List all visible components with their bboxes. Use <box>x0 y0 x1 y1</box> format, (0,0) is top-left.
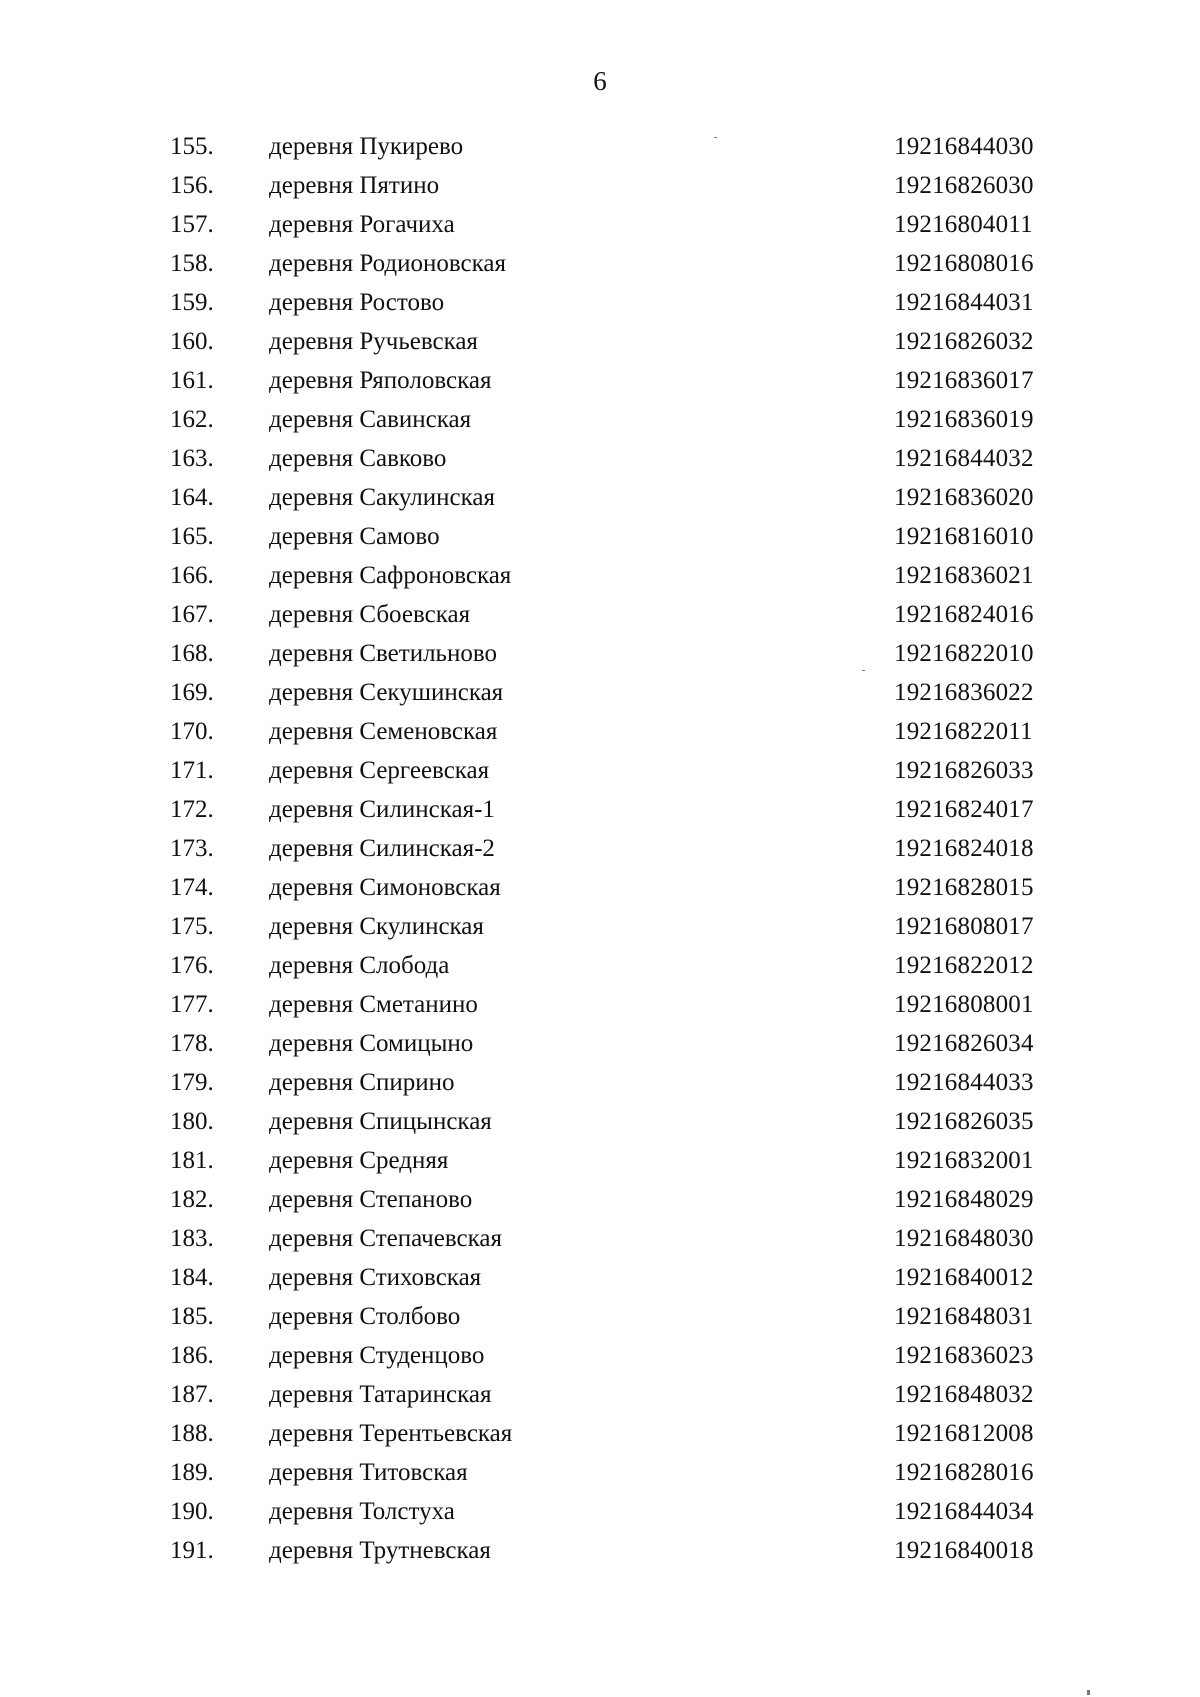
item-number: 182. <box>170 1186 214 1213</box>
oktmo-code: 19216826033 <box>894 757 1034 784</box>
list-item <box>0 1068 1200 1107</box>
settlement-name: деревня Савинская <box>269 406 472 433</box>
settlement-name: деревня Трутневская <box>269 1537 491 1564</box>
oktmo-code: 19216836020 <box>894 484 1034 511</box>
settlement-name: деревня Силинская-1 <box>269 796 495 823</box>
item-number: 178. <box>170 1030 214 1057</box>
settlement-name: деревня Сомицыно <box>269 1030 474 1057</box>
list-item <box>0 912 1200 951</box>
settlement-name: деревня Средняя <box>269 1147 449 1174</box>
list-item <box>0 405 1200 444</box>
item-number: 172. <box>170 796 214 823</box>
list-item <box>0 951 1200 990</box>
item-number: 160. <box>170 328 214 355</box>
list-item <box>0 288 1200 327</box>
oktmo-code: 19216824016 <box>894 601 1034 628</box>
oktmo-code: 19216822012 <box>894 952 1034 979</box>
oktmo-code: 19216826032 <box>894 328 1034 355</box>
oktmo-code: 19216822011 <box>894 718 1033 745</box>
list-item <box>0 1302 1200 1341</box>
item-number: 163. <box>170 445 214 472</box>
settlement-name: деревня Светильново <box>269 640 497 667</box>
item-number: 165. <box>170 523 214 550</box>
list-item <box>0 210 1200 249</box>
item-number: 157. <box>170 211 214 238</box>
item-number: 162. <box>170 406 214 433</box>
list-item <box>0 171 1200 210</box>
oktmo-code: 19216828015 <box>894 874 1034 901</box>
oktmo-code: 19216804011 <box>894 211 1033 238</box>
list-item <box>0 834 1200 873</box>
list-item <box>0 1419 1200 1458</box>
settlement-name: деревня Скулинская <box>269 913 484 940</box>
oktmo-code: 19216848031 <box>894 1303 1034 1330</box>
item-number: 164. <box>170 484 214 511</box>
item-number: 171. <box>170 757 214 784</box>
settlement-name: деревня Ряполовская <box>269 367 492 394</box>
settlement-name: деревня Секушинская <box>269 679 504 706</box>
list-item <box>0 990 1200 1029</box>
oktmo-code: 19216826034 <box>894 1030 1034 1057</box>
item-number: 180. <box>170 1108 214 1135</box>
item-number: 185. <box>170 1303 214 1330</box>
oktmo-code: 19216848030 <box>894 1225 1034 1252</box>
page-number: 6 <box>593 66 607 96</box>
list-item <box>0 639 1200 678</box>
settlement-name: деревня Сметанино <box>269 991 478 1018</box>
item-number: 177. <box>170 991 214 1018</box>
list-item <box>0 522 1200 561</box>
settlement-name: деревня Спирино <box>269 1069 455 1096</box>
list-item <box>0 678 1200 717</box>
settlement-name: деревня Слобода <box>269 952 450 979</box>
item-number: 191. <box>170 1537 214 1564</box>
list-item <box>0 717 1200 756</box>
oktmo-code: 19216826035 <box>894 1108 1034 1135</box>
item-number: 186. <box>170 1342 214 1369</box>
settlement-name: деревня Толстуха <box>269 1498 455 1525</box>
oktmo-code: 19216844031 <box>894 289 1034 316</box>
oktmo-code: 19216808001 <box>894 991 1034 1018</box>
item-number: 158. <box>170 250 214 277</box>
list-item <box>0 1263 1200 1302</box>
settlement-name: деревня Ручьевская <box>269 328 478 355</box>
oktmo-code: 19216824018 <box>894 835 1034 862</box>
settlement-name: деревня Пятино <box>269 172 440 199</box>
list-item <box>0 1107 1200 1146</box>
oktmo-code: 19216836023 <box>894 1342 1034 1369</box>
list-item <box>0 366 1200 405</box>
item-number: 168. <box>170 640 214 667</box>
settlement-name: деревня Столбово <box>269 1303 461 1330</box>
item-number: 188. <box>170 1420 214 1447</box>
list-item <box>0 873 1200 912</box>
settlement-name: деревня Семеновская <box>269 718 498 745</box>
oktmo-code: 19216812008 <box>894 1420 1034 1447</box>
item-number: 166. <box>170 562 214 589</box>
settlement-name: деревня Степаново <box>269 1186 473 1213</box>
list-item <box>0 1536 1200 1575</box>
item-number: 183. <box>170 1225 214 1252</box>
oktmo-code: 19216840018 <box>894 1537 1034 1564</box>
settlement-name: деревня Рогачиха <box>269 211 455 238</box>
oktmo-code: 19216816010 <box>894 523 1034 550</box>
list-item <box>0 132 1200 171</box>
settlement-name: деревня Стиховская <box>269 1264 482 1291</box>
list-item <box>0 1029 1200 1068</box>
oktmo-code: 19216826030 <box>894 172 1034 199</box>
oktmo-code: 19216848032 <box>894 1381 1034 1408</box>
oktmo-code: 19216848029 <box>894 1186 1034 1213</box>
oktmo-code: 19216828016 <box>894 1459 1034 1486</box>
scan-speck <box>1087 1690 1090 1695</box>
item-number: 159. <box>170 289 214 316</box>
list-item <box>0 249 1200 288</box>
settlement-name: деревня Самово <box>269 523 440 550</box>
item-number: 155. <box>170 133 214 160</box>
settlement-name: деревня Силинская-2 <box>269 835 495 862</box>
list-item <box>0 1185 1200 1224</box>
oktmo-code: 19216808017 <box>894 913 1034 940</box>
oktmo-code: 19216844032 <box>894 445 1034 472</box>
item-number: 189. <box>170 1459 214 1486</box>
oktmo-code: 19216836021 <box>894 562 1034 589</box>
settlement-name: деревня Симоновская <box>269 874 501 901</box>
settlement-list <box>0 132 1200 1575</box>
item-number: 190. <box>170 1498 214 1525</box>
scan-speck <box>714 137 717 138</box>
item-number: 167. <box>170 601 214 628</box>
list-item <box>0 795 1200 834</box>
item-number: 181. <box>170 1147 214 1174</box>
oktmo-code: 19216844030 <box>894 133 1034 160</box>
list-item <box>0 1146 1200 1185</box>
list-item <box>0 756 1200 795</box>
list-item <box>0 444 1200 483</box>
oktmo-code: 19216836019 <box>894 406 1034 433</box>
settlement-name: деревня Студенцово <box>269 1342 485 1369</box>
list-item <box>0 1497 1200 1536</box>
item-number: 156. <box>170 172 214 199</box>
settlement-name: деревня Родионовская <box>269 250 506 277</box>
settlement-name: деревня Сергеевская <box>269 757 490 784</box>
settlement-name: деревня Сакулинская <box>269 484 496 511</box>
settlement-name: деревня Татаринская <box>269 1381 492 1408</box>
list-item <box>0 600 1200 639</box>
item-number: 170. <box>170 718 214 745</box>
settlement-name: деревня Терентьевская <box>269 1420 513 1447</box>
settlement-name: деревня Сафроновская <box>269 562 512 589</box>
item-number: 173. <box>170 835 214 862</box>
oktmo-code: 19216832001 <box>894 1147 1034 1174</box>
oktmo-code: 19216824017 <box>894 796 1034 823</box>
list-item <box>0 1224 1200 1263</box>
settlement-name: деревня Пукирево <box>269 133 464 160</box>
item-number: 169. <box>170 679 214 706</box>
oktmo-code: 19216808016 <box>894 250 1034 277</box>
oktmo-code: 19216844033 <box>894 1069 1034 1096</box>
settlement-name: деревня Степачевская <box>269 1225 502 1252</box>
settlement-name: деревня Титовская <box>269 1459 468 1486</box>
list-item <box>0 1341 1200 1380</box>
scan-speck <box>862 670 865 671</box>
item-number: 187. <box>170 1381 214 1408</box>
oktmo-code: 19216840012 <box>894 1264 1034 1291</box>
item-number: 175. <box>170 913 214 940</box>
item-number: 174. <box>170 874 214 901</box>
item-number: 176. <box>170 952 214 979</box>
list-item <box>0 327 1200 366</box>
oktmo-code: 19216836017 <box>894 367 1034 394</box>
settlement-name: деревня Сбоевская <box>269 601 471 628</box>
list-item <box>0 1380 1200 1419</box>
settlement-name: деревня Ростово <box>269 289 445 316</box>
oktmo-code: 19216822010 <box>894 640 1034 667</box>
settlement-name: деревня Савково <box>269 445 447 472</box>
item-number: 184. <box>170 1264 214 1291</box>
oktmo-code: 19216844034 <box>894 1498 1034 1525</box>
oktmo-code: 19216836022 <box>894 679 1034 706</box>
list-item <box>0 1458 1200 1497</box>
item-number: 179. <box>170 1069 214 1096</box>
item-number: 161. <box>170 367 214 394</box>
settlement-name: деревня Спицынская <box>269 1108 492 1135</box>
list-item <box>0 561 1200 600</box>
list-item <box>0 483 1200 522</box>
